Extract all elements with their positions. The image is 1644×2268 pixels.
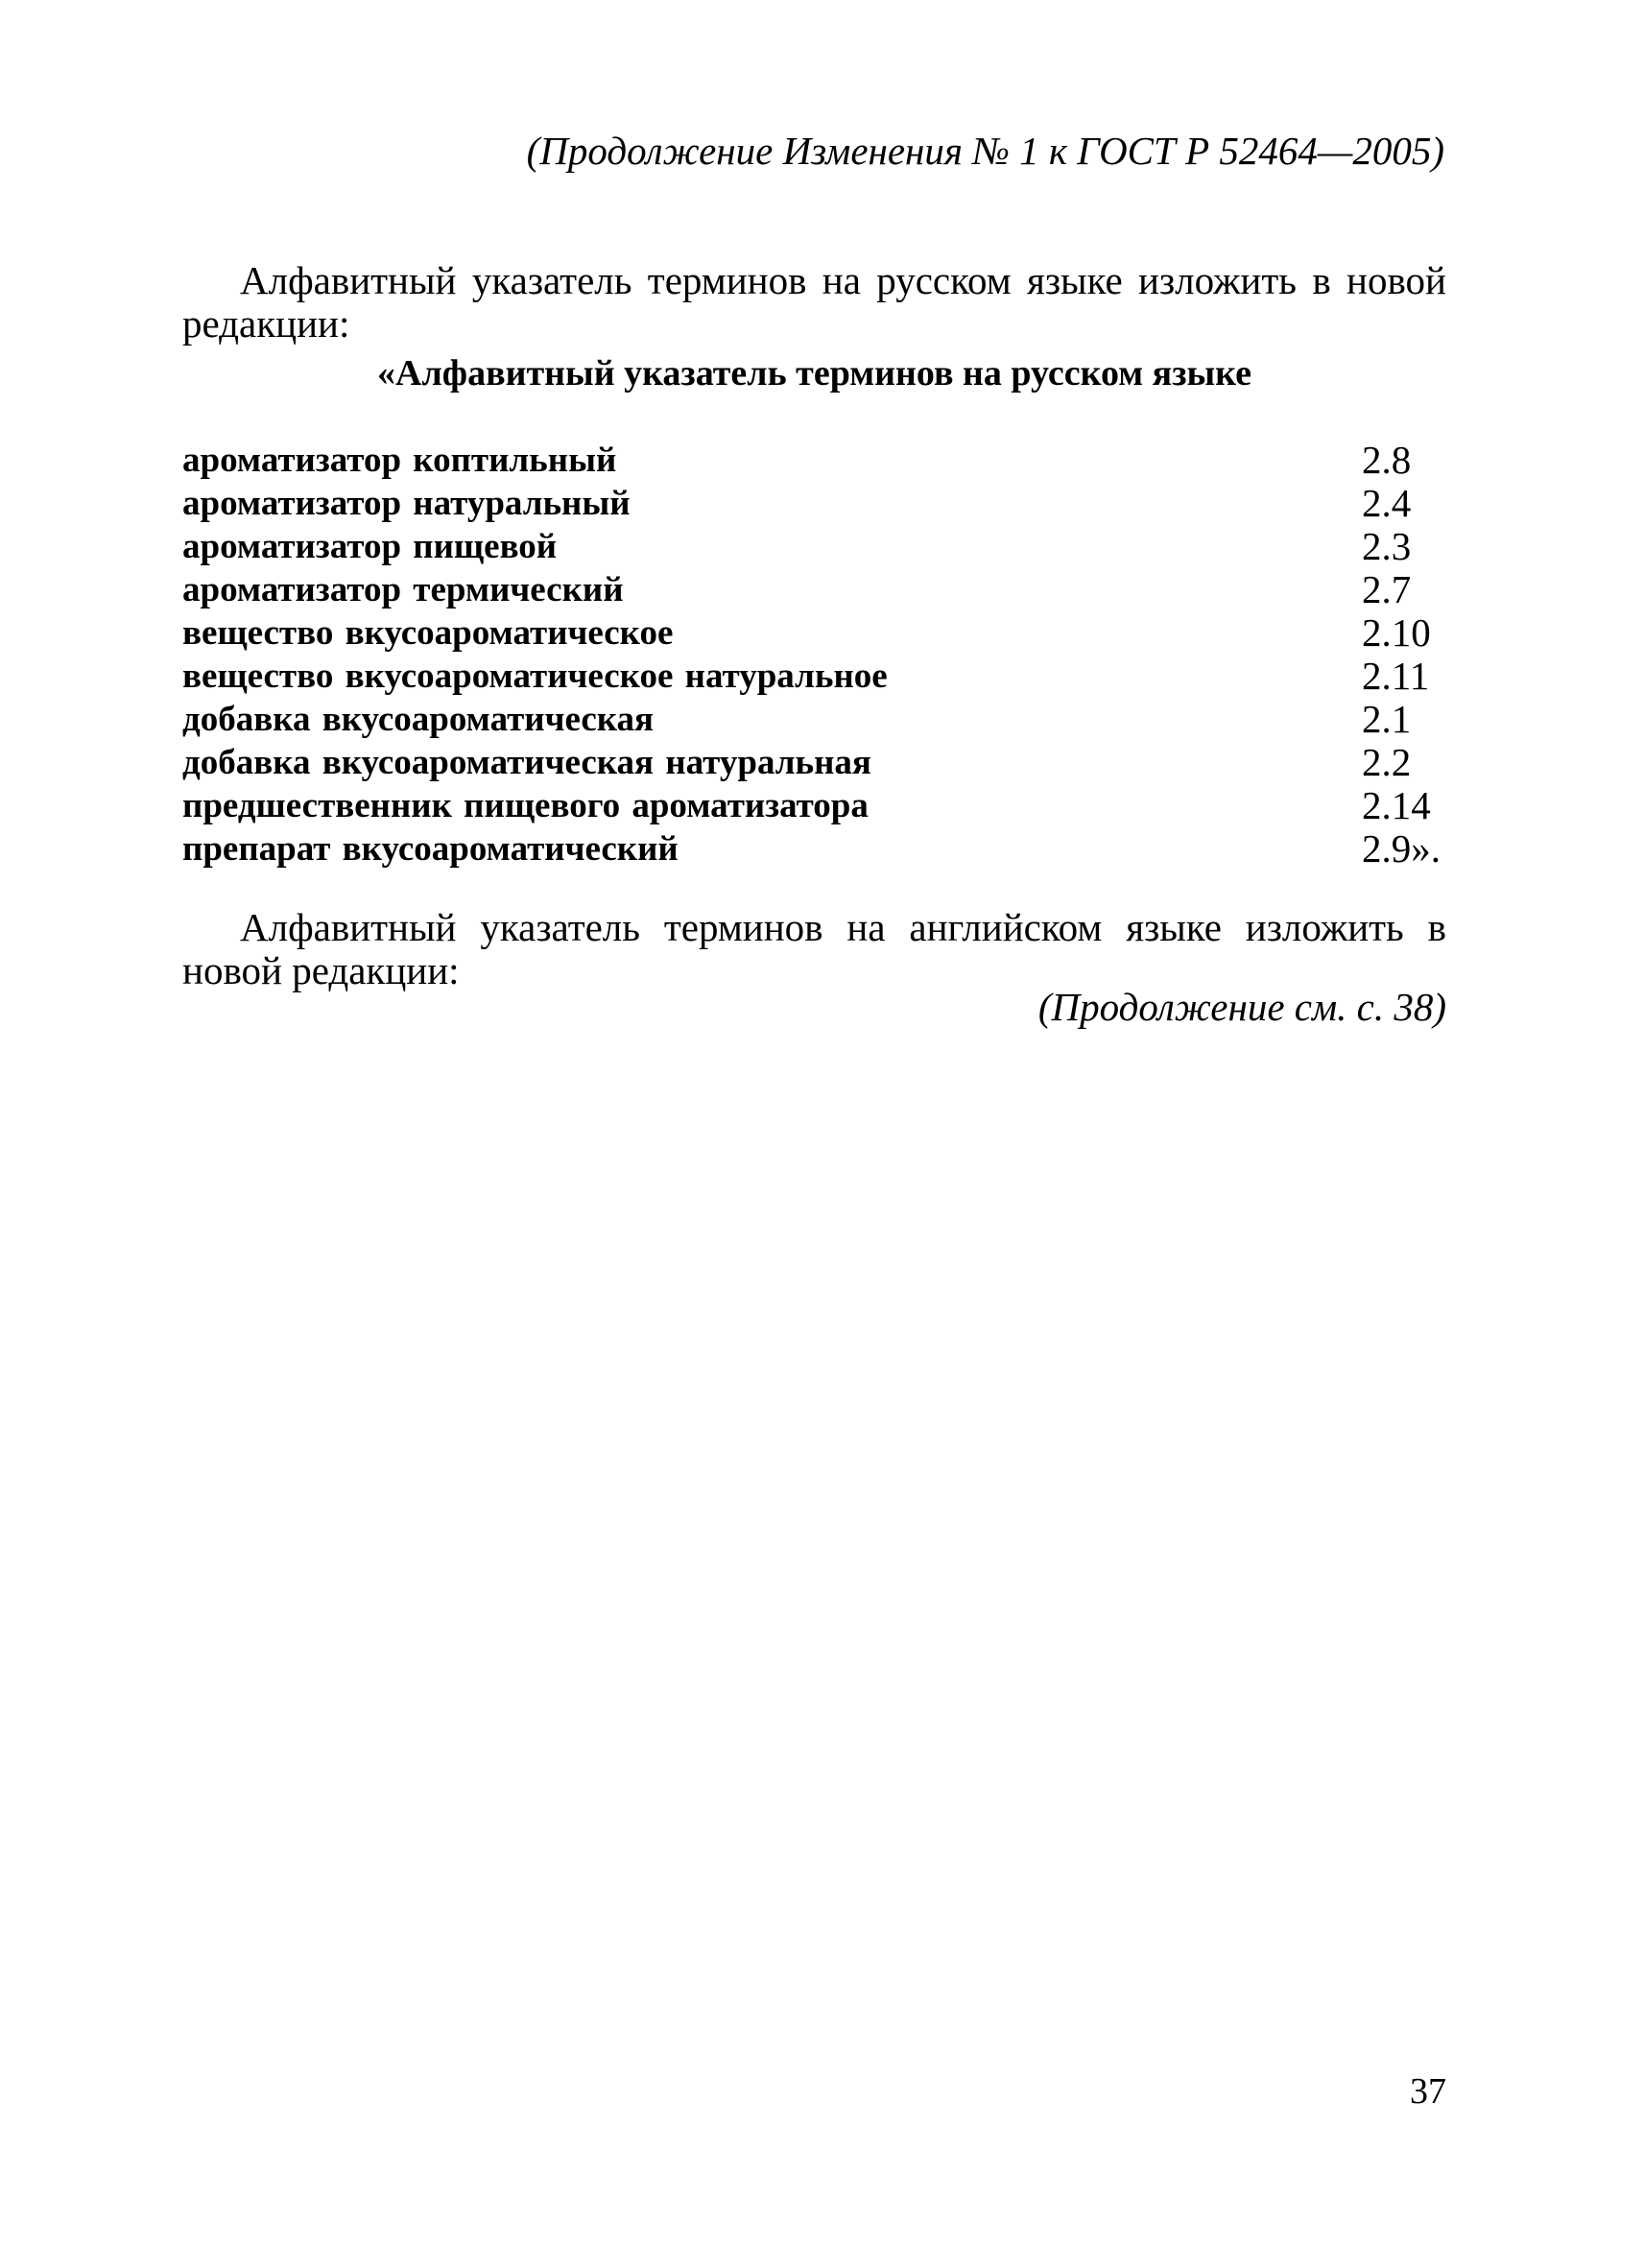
term-row [182, 655, 1446, 698]
term-name: добавка вкусоароматическая натуральная [182, 743, 871, 782]
term-row [182, 525, 1446, 568]
page-number: 37 [1410, 2071, 1446, 2112]
term-ref: 2.14 [1362, 783, 1431, 827]
term-ref: 2.1 [1362, 697, 1412, 741]
term-index-list [182, 439, 1446, 871]
term-ref: 2.10 [1362, 610, 1431, 655]
term-name: ароматизатор пищевой [182, 527, 558, 566]
term-name: препарат вкусоароматический [182, 829, 679, 869]
term-name: предшественник пищевого ароматизатора [182, 786, 869, 825]
term-name: вещество вкусоароматическое [182, 613, 674, 653]
term-ref: 2.7 [1362, 567, 1412, 611]
index-title: «Алфавитный указатель терминов на русском языке [377, 353, 1251, 394]
term-name: вещество вкусоароматическое натуральное [182, 657, 888, 696]
term-row [182, 482, 1446, 525]
term-name: добавка вкусоароматическая [182, 700, 655, 739]
term-ref: 2.11 [1362, 654, 1430, 698]
term-row [182, 741, 1446, 784]
term-name: ароматизатор натуральный [182, 484, 631, 523]
intro-paragraph-ru: Алфавитный указатель терминов на русском языке изложить в новой редакции: [182, 258, 1446, 346]
term-ref: 2.9». [1362, 826, 1441, 871]
term-row [182, 698, 1446, 741]
term-name: ароматизатор термический [182, 570, 624, 609]
term-row [182, 568, 1446, 611]
term-row [182, 827, 1446, 871]
term-row [182, 784, 1446, 827]
intro-paragraph-en: Алфавитный указатель терминов на английском языке изложить в новой редакции: [182, 905, 1446, 992]
term-ref: 2.4 [1362, 481, 1412, 525]
term-row [182, 611, 1446, 655]
term-ref: 2.8 [1362, 438, 1412, 482]
term-row [182, 439, 1446, 482]
continuation-note: (Продолжение см. с. 38) [1037, 985, 1446, 1029]
term-ref: 2.3 [1362, 524, 1412, 568]
term-name: ароматизатор коптильный [182, 441, 617, 480]
term-ref: 2.2 [1362, 740, 1412, 784]
running-header: (Продолжение Изменения № 1 к ГОСТ Р 52464—2005) [526, 129, 1444, 173]
